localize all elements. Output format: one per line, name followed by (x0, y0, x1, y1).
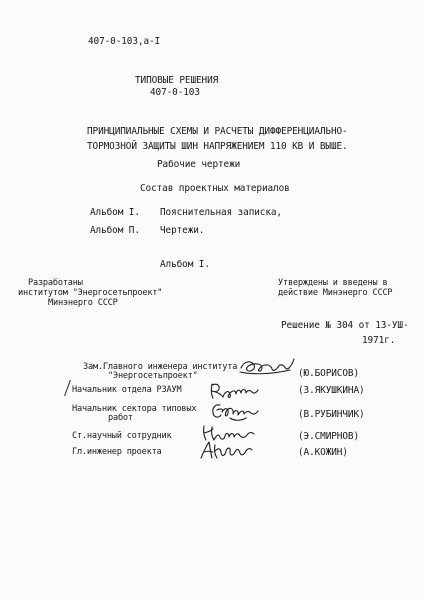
signatory-1-name: (Ю.БОРИСОВ) (298, 368, 359, 379)
signatory-5-name: (А.КОЖИН) (298, 447, 348, 458)
signatory-1-role-line2: "Энергосетьпроект" (108, 371, 198, 381)
series-title: ТИПОВЫЕ РЕШЕНИЯ (135, 75, 219, 86)
album-1-label: Альбом I. (90, 207, 140, 218)
signatory-3-role-line2: работ (108, 413, 133, 423)
signatory-4-role: Ст.научный сотрудник (72, 431, 172, 441)
decision-line2: 1971г. (362, 335, 396, 346)
signatory-2-name: (З.ЯКУШКИНА) (298, 385, 365, 396)
album-heading: Альбом I. (160, 259, 210, 270)
composition-heading: Состав проектных материалов (140, 183, 290, 194)
developer-line2: институтом "Энергосетьпроект" (18, 288, 163, 298)
album-2-label: Альбом П. (90, 225, 140, 236)
signatory-2-role: Начальник отдела РЗАУМ (72, 385, 182, 395)
signature-borisov (238, 356, 296, 380)
signatory-4-name: (Э.СМИРНОВ) (298, 431, 359, 442)
signature-kozhin (195, 439, 255, 463)
developer-line3: Минэнерго СССР (48, 298, 118, 308)
project-subtitle: Рабочие чертежи (157, 159, 241, 170)
album-1-description: Пояснительная записка, (160, 207, 282, 218)
signatory-3-name: (В.РУБИНЧИК) (298, 409, 365, 420)
signature-rubinchik (208, 400, 260, 424)
developer-line1: Разработаны (28, 278, 83, 288)
signatory-5-role: Гл.инженер проекта (72, 447, 162, 457)
album-2-description: Чертежи. (160, 225, 205, 236)
approval-line2: действие Минэнерго СССР (278, 288, 393, 298)
project-title-line2: ТОРМОЗНОЙ ЗАЩИТЫ ШИН НАПРЯЖЕНИЕМ 110 КВ И ВЫШЕ. (87, 141, 348, 152)
approval-line1: Утверждены и введены в (278, 278, 388, 288)
decision-line1: Решение № 304 от 13-УШ- (281, 320, 409, 331)
signature-yakushkina (208, 380, 260, 402)
project-title-line1: ПРИНЦИПИАЛЬНЫЕ СХЕМЫ И РАСЧЕТЫ ДИФФЕРЕНЦИАЛЬНО- (87, 126, 348, 137)
signatory-3-role: Начальник сектора типовых (72, 404, 197, 414)
series-number: 407-0-103 (150, 87, 200, 98)
document-code: 407-0-103,а-I (88, 36, 161, 47)
signatory-1-role: Зам.Главного инженера института (83, 362, 238, 372)
